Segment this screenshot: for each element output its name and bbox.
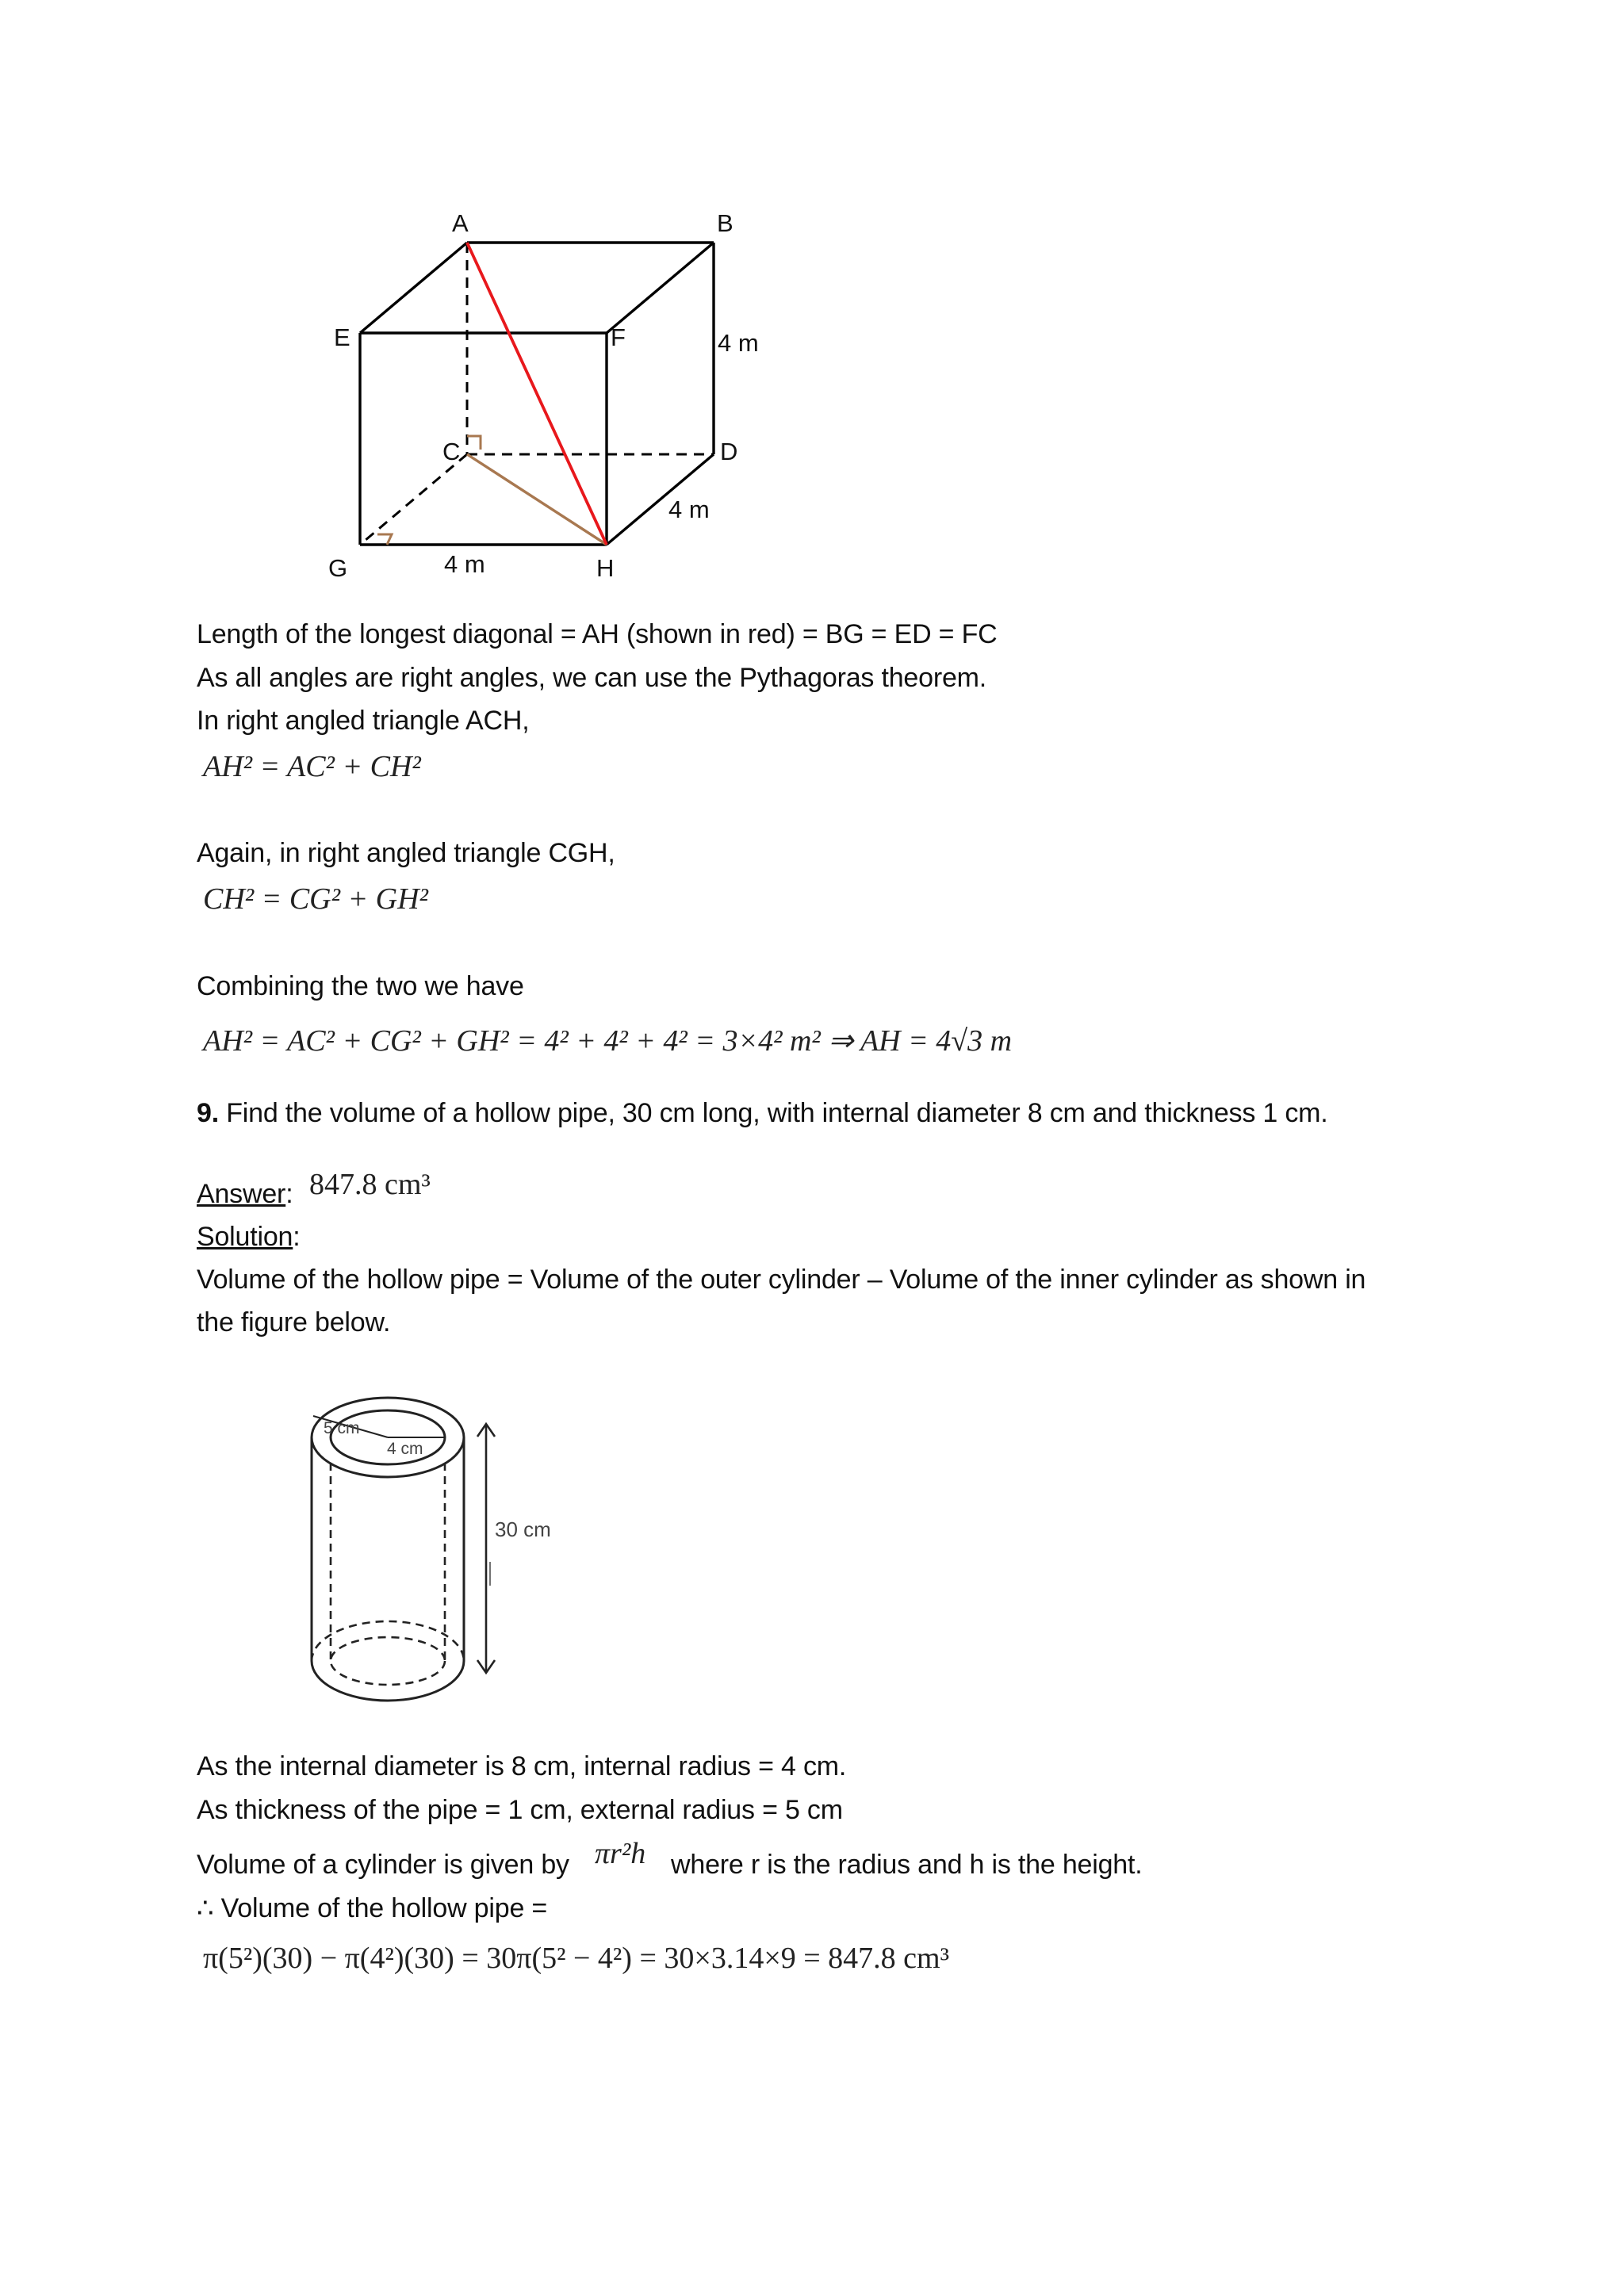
equation-ch: CH² = CG² + GH² <box>203 882 428 916</box>
vertex-label-f: F <box>611 323 626 351</box>
equation-combined: AH² = AC² + CG² + GH² = 4² + 4² + 4² = 3×4² m² ⇒ AH = 4√3 m <box>203 1024 1013 1058</box>
solution-label: Solution <box>197 1222 293 1252</box>
equation-ah: AH² = AC² + CH² <box>203 750 421 783</box>
vertex-label-a: A <box>452 209 469 237</box>
cylinder-volume-statement <box>197 1850 569 1881</box>
cylinder-volume-prefix: Volume of a cylinder is given by <box>197 1850 569 1880</box>
combining-statement: Combining the two we have <box>197 971 524 1001</box>
right-angle-marker-g <box>377 534 392 545</box>
right-angle-marker-c <box>467 436 481 450</box>
hollow-pipe-volume-label: ∴ Volume of the hollow pipe = <box>197 1893 548 1923</box>
vertex-label-b: B <box>717 209 733 237</box>
height-label: 30 cm <box>495 1517 551 1541</box>
edge-label-bottom: 4 m <box>444 550 485 578</box>
question-9 <box>197 1098 1328 1129</box>
hollow-pipe-diagram <box>309 1380 579 1712</box>
cuboid-diagram <box>301 198 809 587</box>
hidden-edge-cg <box>360 454 467 545</box>
vertex-label-c: C <box>442 438 461 465</box>
vertex-label-e: E <box>334 323 350 351</box>
vertex-label-g: G <box>328 554 348 582</box>
diagonal-statement: Length of the longest diagonal = AH (shown in red) = BG = ED = FC <box>197 619 998 649</box>
pythagoras-statement: As all angles are right angles, we can use the Pythagoras theorem. <box>197 663 987 693</box>
outer-radius-label: 5 cm <box>324 1419 360 1437</box>
cylinder-volume-formula: πr²h <box>595 1837 646 1870</box>
solution-text-1: Volume of the hollow pipe = Volume of the outer cylinder – Volume of the inner cylinder as shown in <box>197 1265 1366 1295</box>
external-radius-statement: As thickness of the pipe = 1 cm, external radius = 5 cm <box>197 1795 843 1825</box>
triangle-ach-statement: In right angled triangle ACH, <box>197 706 530 736</box>
answer-label: Answer <box>197 1179 286 1209</box>
edge-bf <box>607 243 714 333</box>
outer-bottom-arc-back <box>312 1621 464 1661</box>
edge-label-vertical: 4 m <box>718 329 759 357</box>
question-number: 9. <box>197 1098 219 1128</box>
internal-radius-statement: As the internal diameter is 8 cm, internal radius = 4 cm. <box>197 1751 847 1781</box>
edge-label-depth: 4 m <box>668 496 710 523</box>
edge-ea <box>360 243 467 333</box>
answer-line: Answer: <box>197 1179 293 1209</box>
final-volume-equation: π(5²)(30) − π(4²)(30) = 30π(5² − 4²) = 30×3.14×9 = 847.8 cm³ <box>203 1942 950 1975</box>
vertex-label-h: H <box>596 554 615 582</box>
triangle-cgh-statement: Again, in right angled triangle CGH, <box>197 838 615 868</box>
solution-line: Solution: <box>197 1222 301 1252</box>
solution-text-2: the figure below. <box>197 1307 391 1337</box>
inner-radius-label: 4 cm <box>387 1440 423 1458</box>
answer-value: 847.8 cm³ <box>309 1168 431 1201</box>
inner-bottom-ellipse <box>331 1637 445 1685</box>
cylinder-volume-suffix: where r is the radius and h is the height. <box>671 1850 1143 1880</box>
outer-bottom-arc-front <box>312 1661 464 1701</box>
vertex-label-d: D <box>720 438 738 465</box>
question-text: Find the volume of a hollow pipe, 30 cm long, with internal diameter 8 cm and thickness 1 cm. <box>226 1098 1328 1128</box>
